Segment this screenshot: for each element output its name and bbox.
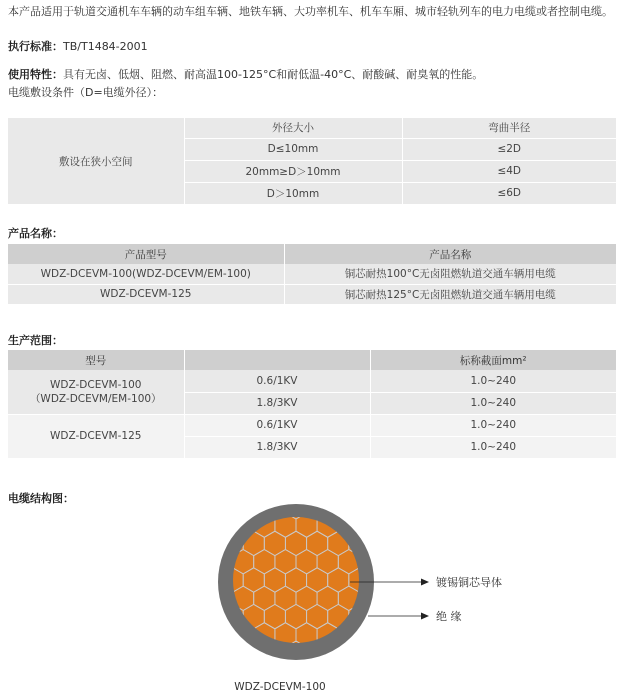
product-header-model: 产品型号 (8, 244, 284, 264)
range-model-line: WDZ-DCEVM-125 (50, 430, 142, 443)
features-value: 具有无卤、低烟、阻燃、耐高温100-125°C和耐低温-40°C、耐酸碱、耐臭氧的性能。 (63, 68, 484, 81)
bend-diameter-cell: 20mm≥D＞10mm (184, 160, 402, 182)
standard-label: 执行标准： (8, 40, 63, 53)
intro-paragraph: 本产品适用于轨道交通机车车辆的动车组车辆、地铁车辆、大功率机车、机车车厢、城市轻轨列车的电力电缆或者控制电缆。 (8, 5, 613, 18)
bend-group-label: 敷设在狭小空间 (8, 118, 184, 204)
range-model-line: WDZ-DCEVM-100 (50, 378, 142, 391)
range-model-line: （WDZ-DCEVM/EM-100） (29, 392, 162, 405)
features-label: 使用特性： (8, 68, 63, 81)
product-name-table (8, 244, 616, 304)
bend-radius-cell: ≤6D (402, 182, 616, 204)
product-name-title: 产品名称： (8, 227, 63, 240)
bend-diameter-cell: D＞10mm (184, 182, 402, 204)
bend-diameter-cell: D≤10mm (184, 138, 402, 160)
range-header-section: 标称截面mm² (370, 350, 616, 370)
bend-radius-cell: ≤2D (402, 138, 616, 160)
bend-header-diameter: 外径大小 (184, 118, 402, 138)
diagram-caption: WDZ-DCEVM-100 (234, 681, 326, 693)
range-voltage-cell: 1.8/3KV (184, 436, 370, 458)
conductor-core (233, 517, 359, 643)
range-model-cell (8, 370, 184, 414)
product-name-cell: 铜芯耐热100°C无卤阻燃轨道交通车辆用电缆 (284, 264, 616, 284)
conductor-label: 镀锡铜芯导体 (436, 576, 502, 589)
features-line (8, 66, 483, 82)
range-title: 生产范围： (8, 334, 63, 347)
standard-line (8, 38, 148, 54)
range-voltage-cell: 1.8/3KV (184, 392, 370, 414)
conductor-pointer-arrow (421, 579, 429, 586)
bend-radius-table (8, 118, 616, 204)
range-section-cell: 1.0~240 (370, 414, 616, 436)
range-section-cell: 1.0~240 (370, 370, 616, 392)
range-model-cell (8, 414, 184, 458)
range-voltage-cell: 0.6/1KV (184, 370, 370, 392)
standard-value: TB/T1484-2001 (63, 40, 148, 53)
laying-note: 电缆敷设条件（D=电缆外径）： (8, 86, 164, 99)
range-header-model: 型号 (8, 350, 184, 370)
product-header-name: 产品名称 (284, 244, 616, 264)
range-section-cell: 1.0~240 (370, 436, 616, 458)
insulation-pointer-arrow (421, 613, 429, 620)
product-model-cell: WDZ-DCEVM-125 (8, 284, 284, 304)
cable-structure-diagram (0, 500, 620, 700)
insulation-label: 绝 缘 (436, 610, 462, 623)
range-voltage-cell: 0.6/1KV (184, 414, 370, 436)
range-table (8, 350, 616, 458)
range-header-voltage (184, 350, 370, 370)
product-model-cell: WDZ-DCEVM-100(WDZ-DCEVM/EM-100) (8, 264, 284, 284)
bend-header-radius: 弯曲半径 (402, 118, 616, 138)
bend-radius-cell: ≤4D (402, 160, 616, 182)
structure-title: 电缆结构图： (8, 492, 74, 505)
product-name-cell: 铜芯耐热125°C无卤阻燃轨道交通车辆用电缆 (284, 284, 616, 304)
range-section-cell: 1.0~240 (370, 392, 616, 414)
